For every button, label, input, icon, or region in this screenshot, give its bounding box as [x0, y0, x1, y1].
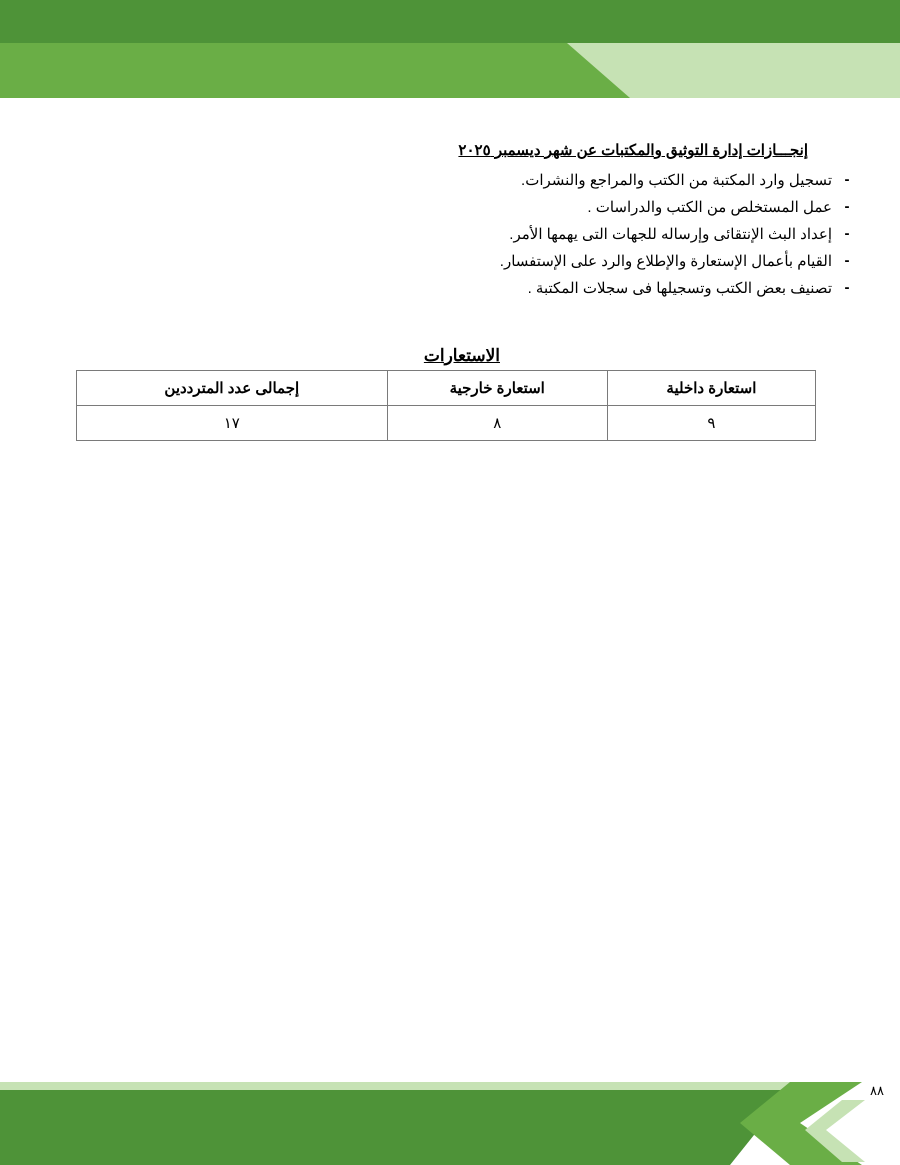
list-item [362, 193, 862, 220]
list-item-text: تسجيل وارد المكتبة من الكتب والمراجع والنشرات. [521, 171, 832, 189]
table-row [77, 406, 816, 441]
list-item-text: القيام بأعمال الإستعارة والإطلاع والرد على الإستفسار. [499, 252, 832, 270]
header-total-visitors: إجمالى عدد المترددين [77, 371, 388, 406]
report-heading: إنجـــازات إدارة التوثيق والمكتبات عن شهر ديسمبر ٢٠٢٥ [458, 142, 808, 159]
bullet-marker: - [844, 225, 850, 242]
list-item-text: عمل المستخلص من الكتب والدراسات . [587, 198, 832, 216]
cell-external-loans: ٨ [387, 406, 607, 441]
cell-internal-loans: ٩ [607, 406, 815, 441]
list-item [362, 166, 862, 193]
loans-table-title: الاستعارات [423, 346, 500, 365]
header-internal-loans: استعارة داخلية [607, 371, 815, 406]
bullet-marker: - [844, 279, 850, 296]
list-item [362, 220, 862, 247]
page-number: ٨٨ [870, 1084, 884, 1099]
cell-total-visitors: ١٧ [77, 406, 388, 441]
list-item [362, 247, 862, 274]
bullet-marker: - [844, 171, 850, 188]
list-item-text: تصنيف بعض الكتب وتسجيلها فى سجلات المكتبة . [527, 279, 832, 297]
list-item-text: إعداد البث الإنتقائى وإرساله للجهات التى يهمها الأمر. [509, 225, 832, 243]
table-header-row [77, 371, 816, 406]
list-item [362, 274, 862, 301]
loans-table [76, 370, 816, 441]
bullet-marker: - [844, 252, 850, 269]
achievements-list [362, 166, 862, 301]
header-external-loans: استعارة خارجية [387, 371, 607, 406]
bullet-marker: - [844, 198, 850, 215]
